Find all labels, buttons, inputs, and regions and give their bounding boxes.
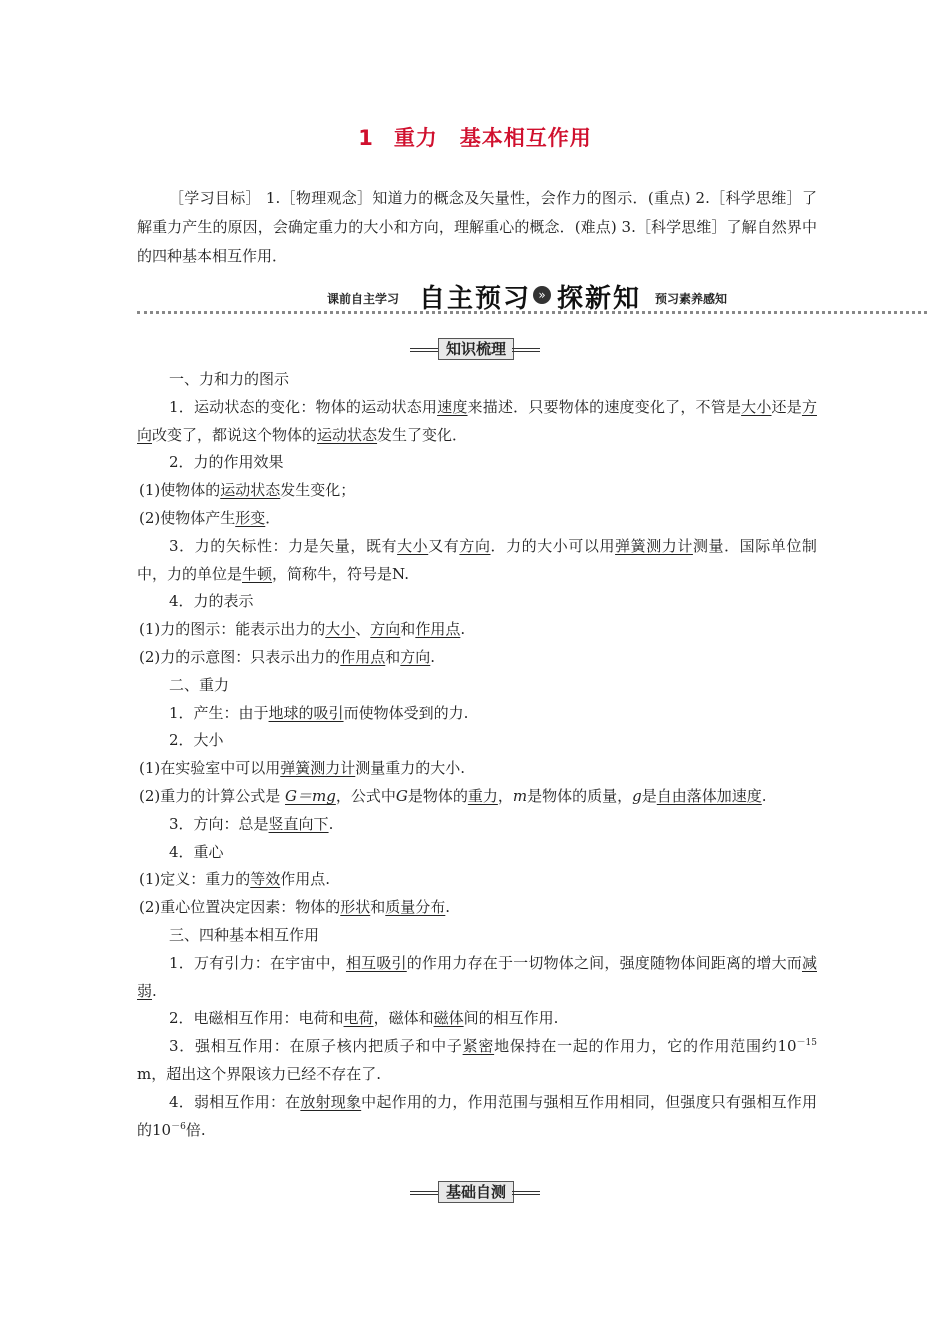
section-header-label: 基础自测 <box>438 1181 514 1203</box>
paragraph: 3．方向：总是竖直向下. <box>169 814 334 833</box>
banner-title-2: 探新知 <box>557 284 642 314</box>
paragraph: (2)使物体产生形变． <box>139 508 281 527</box>
heading-3: 三、四种基本相互作用 <box>169 925 320 944</box>
paragraph: 3．力的矢标性：力是矢量，既有大小又有方向．力的大小可以用弹簧测力计测量．国际单位制中，力的单位是牛顿，简称牛，符号是N. <box>137 536 817 583</box>
paragraph: (1)在实验室中可以用弹簧测力计测量重力的大小. <box>139 759 466 778</box>
learning-goals: ［学习目标］ 1.［物理观念］知道力的概念及矢量性，会作力的图示．(重点) 2.［科学思维］了解重力产生的原因，会确定重力的大小和方向，理解重心的概念．(难点) 3.［科学思维］了解自然界中的四种基本相互作用． <box>137 189 817 265</box>
section-header-label: 知识梳理 <box>438 338 514 360</box>
paragraph: 4．重心 <box>169 842 224 861</box>
heading-1: 一、力和力的图示 <box>169 370 290 388</box>
paragraph: 4．弱相互作用：在放射现象中起作用的力，作用范围与强相互作用相同，但强度只有强相互作用的$10^{-6}$倍. <box>137 1092 817 1139</box>
paragraph: 1．万有引力：在宇宙中，相互吸引的作用力存在于一切物体之间，强度随物体间距离的增大而减弱. <box>137 953 817 1000</box>
paragraph: 2．大小 <box>169 731 224 750</box>
paragraph: (1)使物体的运动状态发生变化； <box>139 481 356 500</box>
paragraph: 4．力的表示 <box>169 592 254 611</box>
arrow-right-icon: » <box>533 286 551 304</box>
banner-title-1: 自主预习 <box>419 284 532 314</box>
banner-right-label: 预习素养感知 <box>655 292 728 306</box>
paragraph: (2)重力的计算公式是 G＝mg，公式中G是物体的重力，m是物体的质量，g是自由落体加速度. <box>139 786 767 805</box>
lesson-title: 重力 基本相互作用 <box>393 126 592 150</box>
content-body <box>137 366 817 1144</box>
paragraph: (2)重心位置决定因素：物体的形状和质量分布. <box>139 898 451 917</box>
paragraph: 2．力的作用效果 <box>169 453 284 472</box>
page-title <box>0 122 950 152</box>
paragraph: (2)力的示意图：只表示出力的作用点和方向. <box>139 647 436 666</box>
paragraph: (1)定义：重力的等效作用点. <box>139 870 331 889</box>
paragraph: 1．运动状态的变化：物体的运动状态用速度来描述．只要物体的速度变化了，不管是大小还是方向改变了，都说这个物体的运动状态发生了变化． <box>137 397 817 444</box>
section-banner <box>137 280 927 316</box>
heading-2: 二、重力 <box>169 675 230 694</box>
paragraph: (1)力的图示：能表示出力的大小、方向和作用点. <box>139 620 466 639</box>
banner-divider <box>137 311 927 318</box>
lesson-number: 1 <box>358 126 374 150</box>
banner-left-label: 课前自主学习 <box>327 292 400 306</box>
paragraph: 2．电磁相互作用：电荷和电荷，磁体和磁体间的相互作用. <box>169 1009 559 1028</box>
section-header-self-test <box>410 1181 540 1203</box>
paragraph: 3．强相互作用：在原子核内把质子和中子紧密地保持在一起的作用力，它的作用范围约$10^{-15}$ m，超出这个界限该力已经不存在了. <box>137 1037 817 1083</box>
section-header-knowledge <box>410 338 540 360</box>
paragraph: 1．产生：由于地球的吸引而使物体受到的力. <box>169 703 469 722</box>
